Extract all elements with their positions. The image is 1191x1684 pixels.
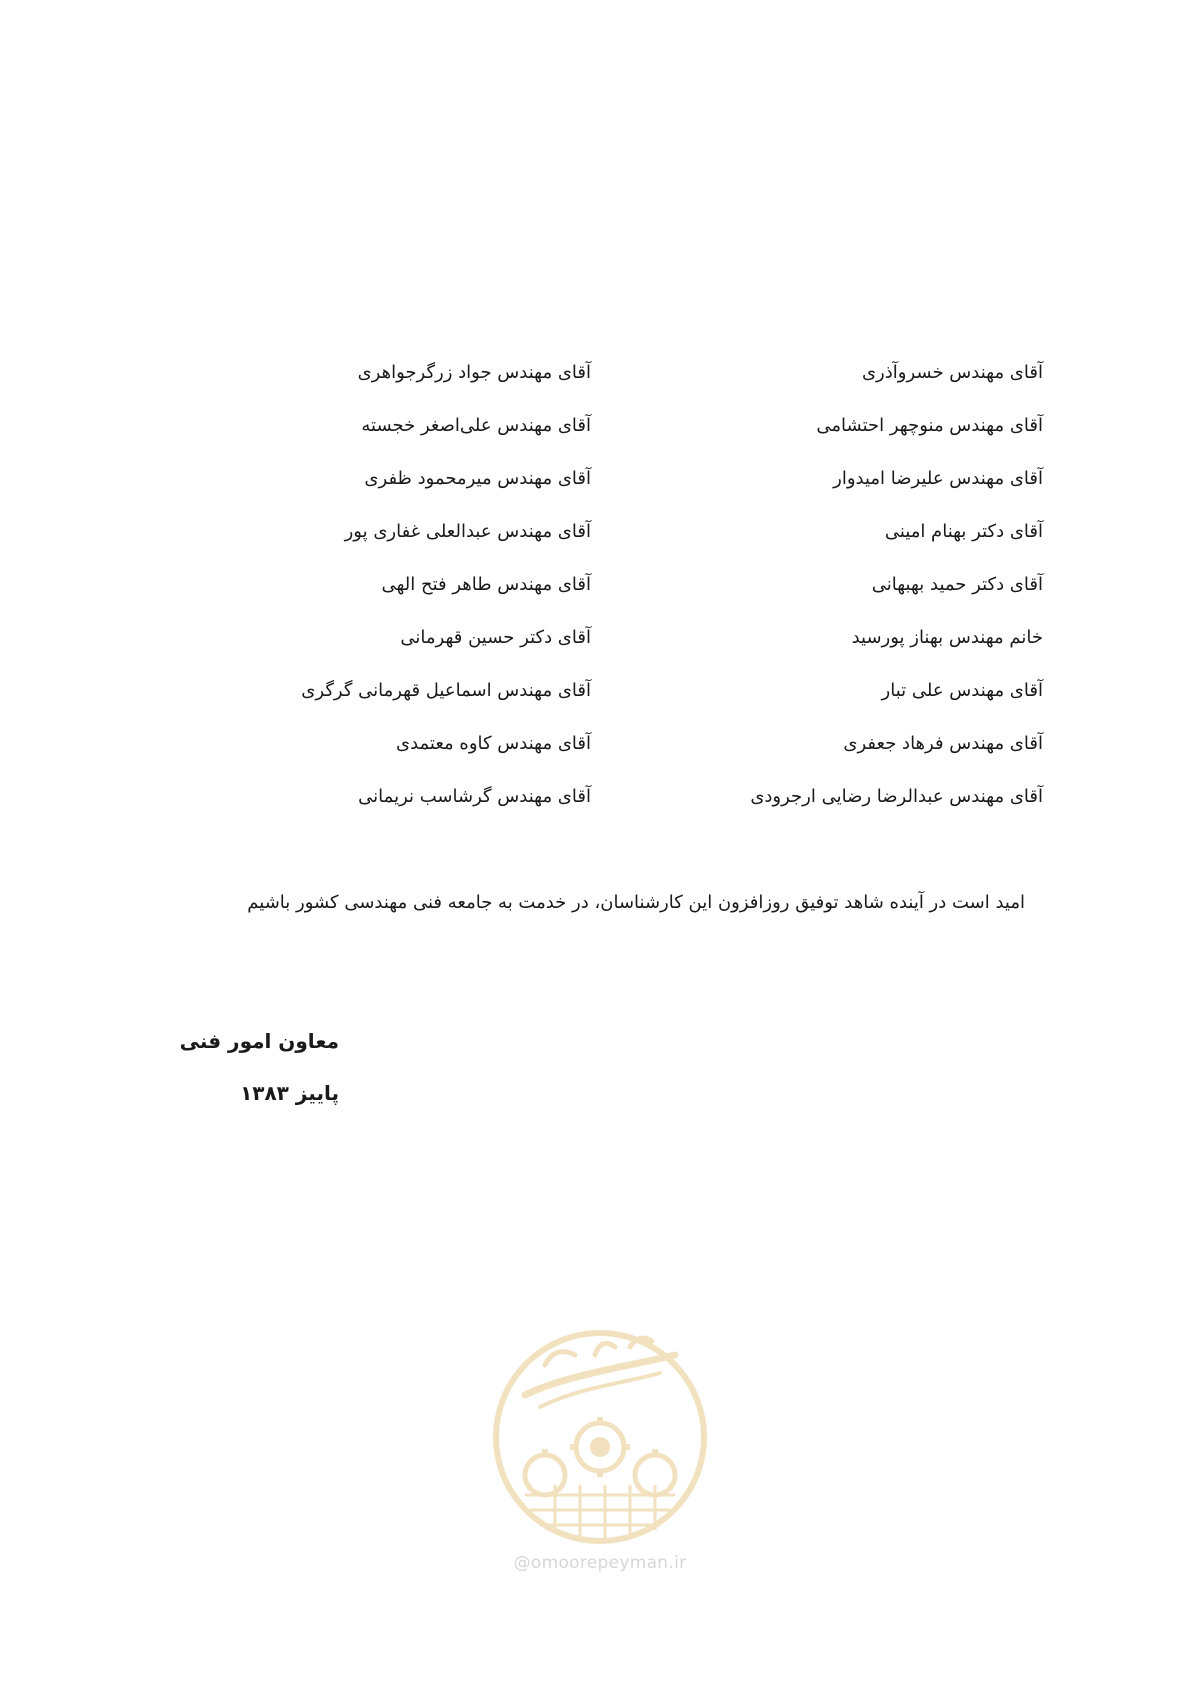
signature-block xyxy=(139,1025,339,1129)
name-item: آقای مهندس گرشاسب نریمانی xyxy=(358,786,591,807)
signature-title: معاون امور فنی xyxy=(179,1029,339,1053)
signature-date: پاییز ۱۳۸۳ xyxy=(240,1081,339,1105)
name-item: خانم مهندس بهناز پورسید xyxy=(851,627,1043,648)
name-item: آقای مهندس اسماعیل قهرمانی گرگری xyxy=(301,680,591,701)
name-item: آقای دکتر حسین قهرمانی xyxy=(400,627,591,648)
logo-emblem-icon xyxy=(485,1325,715,1550)
name-item: آقای مهندس فرهاد جعفری xyxy=(843,733,1043,754)
names-list xyxy=(0,355,1191,815)
name-item: آقای مهندس عبدالرضا رضایی ارجرودی xyxy=(750,786,1043,807)
name-item: آقای مهندس میرمحمود ظفری xyxy=(364,468,591,489)
name-item: آقای مهندس علی‌اصغر خجسته xyxy=(361,415,591,436)
closing-paragraph: امید است در آینده شاهد توفیق روزافزون این کارشناسان، در خدمت به جامعه فنی مهندسی کشور باشیم xyxy=(247,892,1025,913)
name-item: آقای مهندس طاهر فتح الهی xyxy=(381,574,591,595)
name-item: آقای دکتر بهنام امینی xyxy=(884,521,1043,542)
name-item: آقای مهندس خسروآذری xyxy=(861,362,1043,383)
name-item: آقای مهندس کاوه معتمدی xyxy=(395,733,591,754)
name-item: آقای مهندس جواد زرگرجواهری xyxy=(357,362,591,383)
names-column-right xyxy=(623,355,1043,832)
name-item: آقای مهندس منوچهر احتشامی xyxy=(816,415,1043,436)
watermark-logo xyxy=(485,1325,715,1585)
names-column-left xyxy=(171,355,591,832)
name-item: آقای مهندس علیرضا امیدوار xyxy=(833,468,1043,489)
name-item: آقای دکتر حمید بهبهانی xyxy=(871,574,1043,595)
name-item: آقای مهندس عبدالعلی غفاری پور xyxy=(344,521,591,542)
name-item: آقای مهندس علی تبار xyxy=(881,680,1043,701)
watermark-url: @omoorepeyman.ir xyxy=(513,1553,687,1573)
